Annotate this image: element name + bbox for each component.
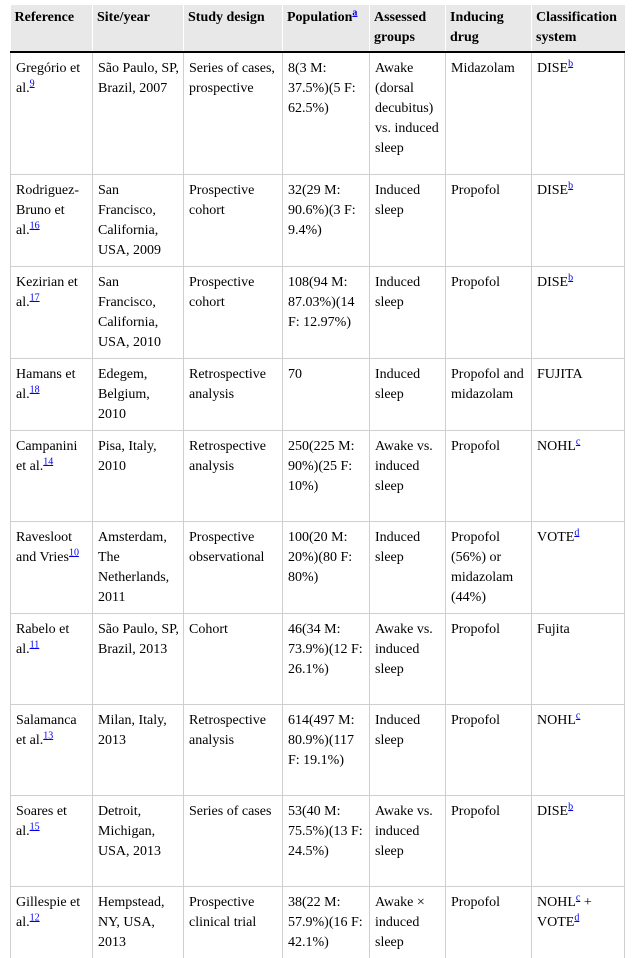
cell-reference bbox=[11, 704, 93, 795]
cell-population: 46(34 M: 73.9%)(12 F: 26.1%) bbox=[283, 613, 370, 704]
reference-link[interactable]: 13 bbox=[43, 729, 54, 741]
cell-inducing-drug: Propofol bbox=[446, 795, 532, 886]
reference-link[interactable]: 18 bbox=[29, 383, 40, 395]
cell-population: 100(20 M: 20%)(80 F: 80%) bbox=[283, 521, 370, 613]
cell-site-year: Edegem, Belgium, 2010 bbox=[93, 358, 184, 430]
cell-reference bbox=[11, 886, 93, 958]
cell-site-year: Detroit, Michigan, USA, 2013 bbox=[93, 795, 184, 886]
cell-assessed-groups: Induced sleep bbox=[370, 174, 446, 266]
cell-classification bbox=[532, 613, 625, 704]
table-row bbox=[11, 266, 625, 358]
cell-study-design: Series of cases, prospective bbox=[184, 52, 283, 174]
reference-text: Ravesloot and Vries bbox=[16, 529, 72, 565]
cell-site-year: Amsterdam, The Netherlands, 2011 bbox=[93, 521, 184, 613]
cell-reference bbox=[11, 795, 93, 886]
footnote-link[interactable]: c bbox=[575, 891, 581, 903]
cell-classification bbox=[532, 266, 625, 358]
reference-text: Hamans et al. bbox=[16, 366, 76, 402]
cell-inducing-drug: Propofol bbox=[446, 266, 532, 358]
table-row bbox=[11, 613, 625, 704]
header-population bbox=[283, 5, 370, 52]
reference-text: Campanini et al. bbox=[16, 438, 78, 474]
cell-reference bbox=[11, 266, 93, 358]
cell-inducing-drug: Propofol bbox=[446, 430, 532, 521]
cell-population: 108(94 M: 87.03%)(14 F: 12.97%) bbox=[283, 266, 370, 358]
cell-assessed-groups: Induced sleep bbox=[370, 704, 446, 795]
cell-study-design: Prospective observational bbox=[184, 521, 283, 613]
table-header-row bbox=[11, 5, 625, 52]
cell-classification bbox=[532, 174, 625, 266]
reference-link[interactable]: 15 bbox=[29, 820, 40, 832]
cell-classification bbox=[532, 358, 625, 430]
header-inducing-drug: Inducing drug bbox=[446, 5, 532, 52]
classification-text: DISE bbox=[537, 182, 569, 198]
cell-study-design: Prospective clinical trial bbox=[184, 886, 283, 958]
cell-inducing-drug: Propofol bbox=[446, 704, 532, 795]
cell-study-design: Series of cases bbox=[184, 795, 283, 886]
table-row bbox=[11, 704, 625, 795]
cell-reference bbox=[11, 613, 93, 704]
cell-classification bbox=[532, 886, 625, 958]
reference-link[interactable]: 11 bbox=[29, 638, 40, 650]
cell-assessed-groups: Awake vs. induced sleep bbox=[370, 795, 446, 886]
reference-link[interactable]: 10 bbox=[68, 546, 79, 558]
cell-inducing-drug: Propofol bbox=[446, 613, 532, 704]
reference-link[interactable]: 17 bbox=[29, 291, 40, 303]
cell-inducing-drug: Midazolam bbox=[446, 52, 532, 174]
cell-population: 250(225 M: 90%)(25 F: 10%) bbox=[283, 430, 370, 521]
cell-assessed-groups: Induced sleep bbox=[370, 358, 446, 430]
classification-text: NOHL bbox=[537, 712, 576, 728]
cell-study-design: Cohort bbox=[184, 613, 283, 704]
reference-text: Soares et al. bbox=[16, 803, 67, 839]
cell-study-design: Prospective cohort bbox=[184, 266, 283, 358]
cell-study-design: Retrospective analysis bbox=[184, 358, 283, 430]
cell-study-design: Retrospective analysis bbox=[184, 704, 283, 795]
cell-reference bbox=[11, 358, 93, 430]
cell-site-year: San Francisco, California, USA, 2009 bbox=[93, 174, 184, 266]
cell-site-year: São Paulo, SP, Brazil, 2013 bbox=[93, 613, 184, 704]
table-row bbox=[11, 521, 625, 613]
table-row bbox=[11, 358, 625, 430]
footnote-link[interactable]: a bbox=[352, 7, 358, 19]
classification-text: DISE bbox=[537, 61, 569, 76]
classification-text: FUJITA bbox=[537, 366, 583, 382]
cell-site-year: Hempstead, NY, USA, 2013 bbox=[93, 886, 184, 958]
reference-link[interactable]: 16 bbox=[29, 219, 40, 231]
table-row bbox=[11, 795, 625, 886]
reference-text: Gregório et al. bbox=[16, 61, 81, 96]
reference-text: Rabelo et al. bbox=[16, 621, 70, 657]
cell-site-year: Milan, Italy, 2013 bbox=[93, 704, 184, 795]
header-classification: Classification system bbox=[532, 5, 625, 52]
footnote-link[interactable]: b bbox=[568, 800, 574, 812]
cell-classification bbox=[532, 430, 625, 521]
cell-population: 70 bbox=[283, 358, 370, 430]
cell-inducing-drug: Propofol bbox=[446, 886, 532, 958]
cell-reference bbox=[11, 521, 93, 613]
header-population-label: Population bbox=[287, 10, 353, 25]
cell-inducing-drug: Propofol (56%) or midazolam (44%) bbox=[446, 521, 532, 613]
reference-link[interactable]: 9 bbox=[29, 78, 35, 90]
cell-assessed-groups: Awake (dorsal decubitus) vs. induced sleep bbox=[370, 52, 446, 174]
classification-text: VOTE bbox=[537, 529, 575, 545]
cell-classification bbox=[532, 52, 625, 174]
cell-assessed-groups: Induced sleep bbox=[370, 521, 446, 613]
footnote-link[interactable]: b bbox=[568, 271, 574, 283]
reference-link[interactable]: 14 bbox=[43, 455, 54, 467]
cell-assessed-groups: Awake vs. induced sleep bbox=[370, 613, 446, 704]
footnote-link[interactable]: c bbox=[575, 435, 581, 447]
footnote-link[interactable]: c bbox=[575, 709, 581, 721]
footnote-link[interactable]: d bbox=[574, 526, 580, 538]
cell-site-year: San Francisco, California, USA, 2010 bbox=[93, 266, 184, 358]
cell-population: 53(40 M: 75.5%)(13 F: 24.5%) bbox=[283, 795, 370, 886]
cell-assessed-groups: Awake × induced sleep bbox=[370, 886, 446, 958]
cell-assessed-groups: Induced sleep bbox=[370, 266, 446, 358]
reference-link[interactable]: 12 bbox=[29, 911, 40, 923]
table-row bbox=[11, 886, 625, 958]
classification-text-2: + VOTE bbox=[537, 894, 592, 930]
reference-text: Kezirian et al. bbox=[16, 274, 78, 310]
classification-text: Fujita bbox=[537, 621, 570, 637]
cell-population: 8(3 M: 37.5%)(5 F: 62.5%) bbox=[283, 52, 370, 174]
cell-classification bbox=[532, 795, 625, 886]
reference-text: Gillespie et al. bbox=[16, 894, 81, 930]
cell-reference bbox=[11, 430, 93, 521]
cell-inducing-drug: Propofol and midazolam bbox=[446, 358, 532, 430]
cell-reference bbox=[11, 52, 93, 174]
header-study-design: Study design bbox=[184, 5, 283, 52]
reference-text: Rodriguez-Bruno et al. bbox=[16, 182, 79, 238]
cell-inducing-drug: Propofol bbox=[446, 174, 532, 266]
cell-classification bbox=[532, 521, 625, 613]
cell-population: 614(497 M: 80.9%)(117 F: 19.1%) bbox=[283, 704, 370, 795]
table-row bbox=[11, 174, 625, 266]
classification-text: NOHL bbox=[537, 894, 576, 910]
cell-population: 38(22 M: 57.9%)(16 F: 42.1%) bbox=[283, 886, 370, 958]
footnote-link[interactable]: b bbox=[568, 58, 574, 70]
cell-classification bbox=[532, 704, 625, 795]
table-row bbox=[11, 52, 625, 174]
cell-population: 32(29 M: 90.6%)(3 F: 9.4%) bbox=[283, 174, 370, 266]
cell-site-year: São Paulo, SP, Brazil, 2007 bbox=[93, 52, 184, 174]
table-row bbox=[11, 430, 625, 521]
footnote-link-2[interactable]: d bbox=[574, 911, 580, 923]
classification-text: NOHL bbox=[537, 438, 576, 454]
cell-assessed-groups: Awake vs. induced sleep bbox=[370, 430, 446, 521]
cell-study-design: Retrospective analysis bbox=[184, 430, 283, 521]
footnote-link[interactable]: b bbox=[568, 179, 574, 191]
classification-text: DISE bbox=[537, 274, 569, 290]
cell-site-year: Pisa, Italy, 2010 bbox=[93, 430, 184, 521]
reference-text: Salamanca et al. bbox=[16, 712, 77, 748]
cell-reference bbox=[11, 174, 93, 266]
classification-text: DISE bbox=[537, 803, 569, 819]
header-site-year: Site/year bbox=[93, 5, 184, 52]
header-reference: Reference bbox=[11, 5, 93, 52]
studies-table bbox=[10, 5, 625, 958]
cell-study-design: Prospective cohort bbox=[184, 174, 283, 266]
header-assessed-groups: Assessed groups bbox=[370, 5, 446, 52]
